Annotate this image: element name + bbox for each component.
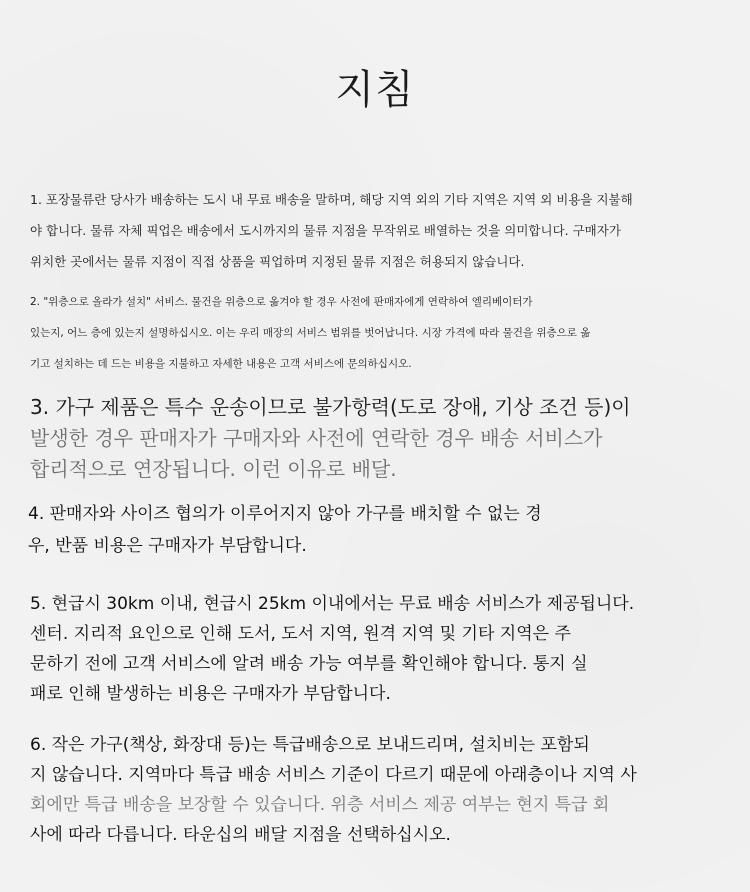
- paragraph-1: [30, 184, 730, 277]
- paragraph-3: [30, 392, 730, 485]
- paragraph-line: 2. "위층으로 올라가 설치" 서비스. 물건을 위층으로 옮겨야 할 경우 사전에 판매자에게 연락하여 엘리베이터가: [30, 296, 533, 308]
- paragraph-line: 합리적으로 연장됩니다. 이런 이유로 배달.: [30, 457, 397, 481]
- paragraph-line: 6. 작은 가구(책상, 화장대 등)는 특급배송으로 보내드리며, 설치비는 포함되: [30, 735, 590, 755]
- paragraph-line: 패로 인해 발생하는 비용은 구매자가 부담합니다.: [30, 684, 391, 704]
- paragraph-line: 위치한 곳에서는 물류 지점이 직접 상품을 픽업하며 지정된 물류 지점은 허용되지 않습니다.: [30, 254, 525, 269]
- paragraph-line: 5. 현급시 30km 이내, 현급시 25km 이내에서는 무료 배송 서비스가 제공됩니다.: [30, 594, 635, 614]
- paragraph-line: 회에만 특급 배송을 보장할 수 있습니다. 위층 서비스 제공 여부는 현지 특급 회: [30, 795, 610, 815]
- paragraph-line: 야 합니다. 물류 자체 픽업은 배송에서 도시까지의 물류 지점을 무작위로 배열하는 것을 의미합니다. 구매자가: [30, 223, 621, 238]
- paragraph-line: 센터. 지리적 요인으로 인해 도서, 도서 지역, 원격 지역 및 기타 지역은 주: [30, 624, 571, 644]
- paragraph-line: 3. 가구 제품은 특수 운송이므로 불가항력(도로 장애, 기상 조건 등)이: [30, 395, 631, 419]
- paragraph-line: 우, 반품 비용은 구매자가 부담합니다.: [28, 536, 307, 556]
- paragraph-line: 지 않습니다. 지역마다 특급 배송 서비스 기준이 다르기 때문에 아래층이나 지역 사: [30, 765, 637, 785]
- paragraph-6: [30, 730, 730, 850]
- paragraph-line: 기고 설치하는 데 드는 비용을 지불하고 자세한 내용은 고객 서비스에 문의하십시오.: [30, 358, 412, 370]
- page-title: 지침: [335, 67, 415, 113]
- paragraph-line: 있는지, 어느 층에 있는지 설명하십시오. 이는 우리 매장의 서비스 범위를 벗어납니다. 시장 가격에 따라 물건을 위층으로 옮: [30, 327, 591, 339]
- paragraph-line: 4. 판매자와 사이즈 협의가 이루어지지 않아 가구를 배치할 수 없는 경: [28, 504, 542, 524]
- paragraph-5: [30, 589, 730, 709]
- paragraph-line: 사에 따라 다릅니다. 타운십의 배달 지점을 선택하십시오.: [30, 825, 451, 845]
- paragraph-2: [30, 287, 730, 380]
- paragraph-line: 발생한 경우 판매자가 구매자와 사전에 연락한 경우 배송 서비스가: [30, 426, 603, 450]
- paragraph-4: [28, 498, 728, 562]
- paragraph-line: 1. 포장물류란 당사가 배송하는 도시 내 무료 배송을 말하며, 해당 지역 외의 기타 지역은 지역 외 비용을 지불해: [30, 192, 633, 207]
- paragraph-line: 문하기 전에 고객 서비스에 알려 배송 가능 여부를 확인해야 합니다. 통지 실: [30, 654, 588, 674]
